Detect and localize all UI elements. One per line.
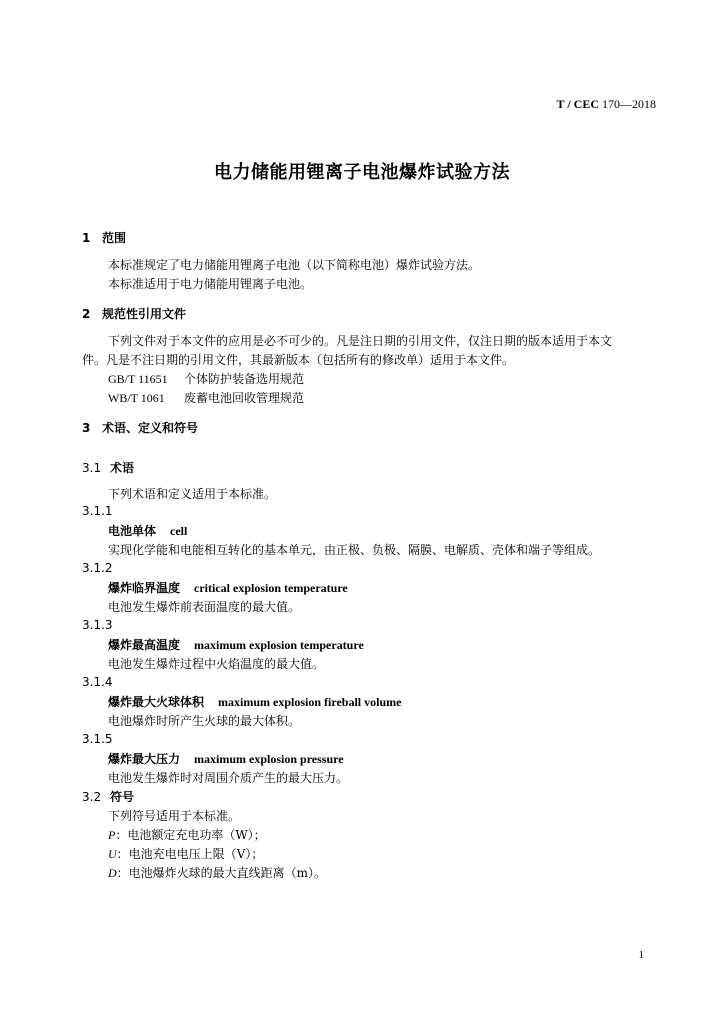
scope-paragraph-2: 本标准适用于电力储能用锂离子电池。 [108,277,313,291]
term-number: 3.1.5 [82,732,113,746]
symbols-intro: 下列符号适用于本标准。 [108,809,241,823]
term-number: 3.1.1 [82,504,113,518]
term-definition: 实现化学能和电能相互转化的基本单元，由正极、负极、隔膜、电解质、壳体和端子等组成。 [108,543,601,557]
term-name: 爆炸临界温度 critical explosion temperature [108,581,348,595]
standard-number: T / CEC 170—2018 [556,97,656,111]
symbol-item: D：电池爆炸火球的最大直线距离（m）。 [108,866,327,880]
symbol-item: U：电池充电电压上限（V）； [108,847,264,861]
terms-intro: 下列术语和定义适用于本标准。 [108,487,277,501]
references-paragraph-line-2: 件。凡是不注日期的引用文件，其最新版本（包括所有的修改单）适用于本文件。 [82,353,515,367]
page-number: 1 [638,949,644,961]
references-paragraph-line-1: 下列文件对于本文件的应用是必不可少的。凡是注日期的引用文件，仅注日期的版本适用于本文 [108,334,613,348]
reference-item: WB/T 1061 废蓄电池回收管理规范 [108,391,305,405]
term-definition: 电池发生爆炸过程中火焰温度的最大值。 [108,657,325,671]
term-number: 3.1.3 [82,618,113,632]
term-definition: 电池发生爆炸时对周围介质产生的最大压力。 [108,771,349,785]
document-title: 电力储能用锂离子电池爆炸试验方法 [214,162,510,183]
section-3-2-heading: 3.2 符号 [82,790,135,804]
term-name: 爆炸最高温度 maximum explosion temperature [108,638,364,652]
section-3-heading: 3 术语、定义和符号 [82,421,199,435]
scope-paragraph-1: 本标准规定了电力储能用锂离子电池（以下简称电池）爆炸试验方法。 [108,258,481,272]
term-number: 3.1.2 [82,561,113,575]
term-name: 爆炸最大压力 maximum explosion pressure [108,752,344,766]
term-definition: 电池爆炸时所产生火球的最大体积。 [108,714,301,728]
term-definition: 电池发生爆炸前表面温度的最大值。 [108,600,301,614]
section-2-heading: 2 规范性引用文件 [82,307,187,321]
section-1-heading: 1 范围 [82,231,127,245]
symbol-item: P：电池额定充电功率（W）； [108,828,266,842]
term-number: 3.1.4 [82,675,113,689]
term-name: 电池单体 cell [108,524,188,538]
reference-item: GB/T 11651 个体防护装备选用规范 [108,372,305,386]
section-3-1-heading: 3.1 术语 [82,461,135,475]
term-name: 爆炸最大火球体积 maximum explosion fireball volume [108,695,402,709]
